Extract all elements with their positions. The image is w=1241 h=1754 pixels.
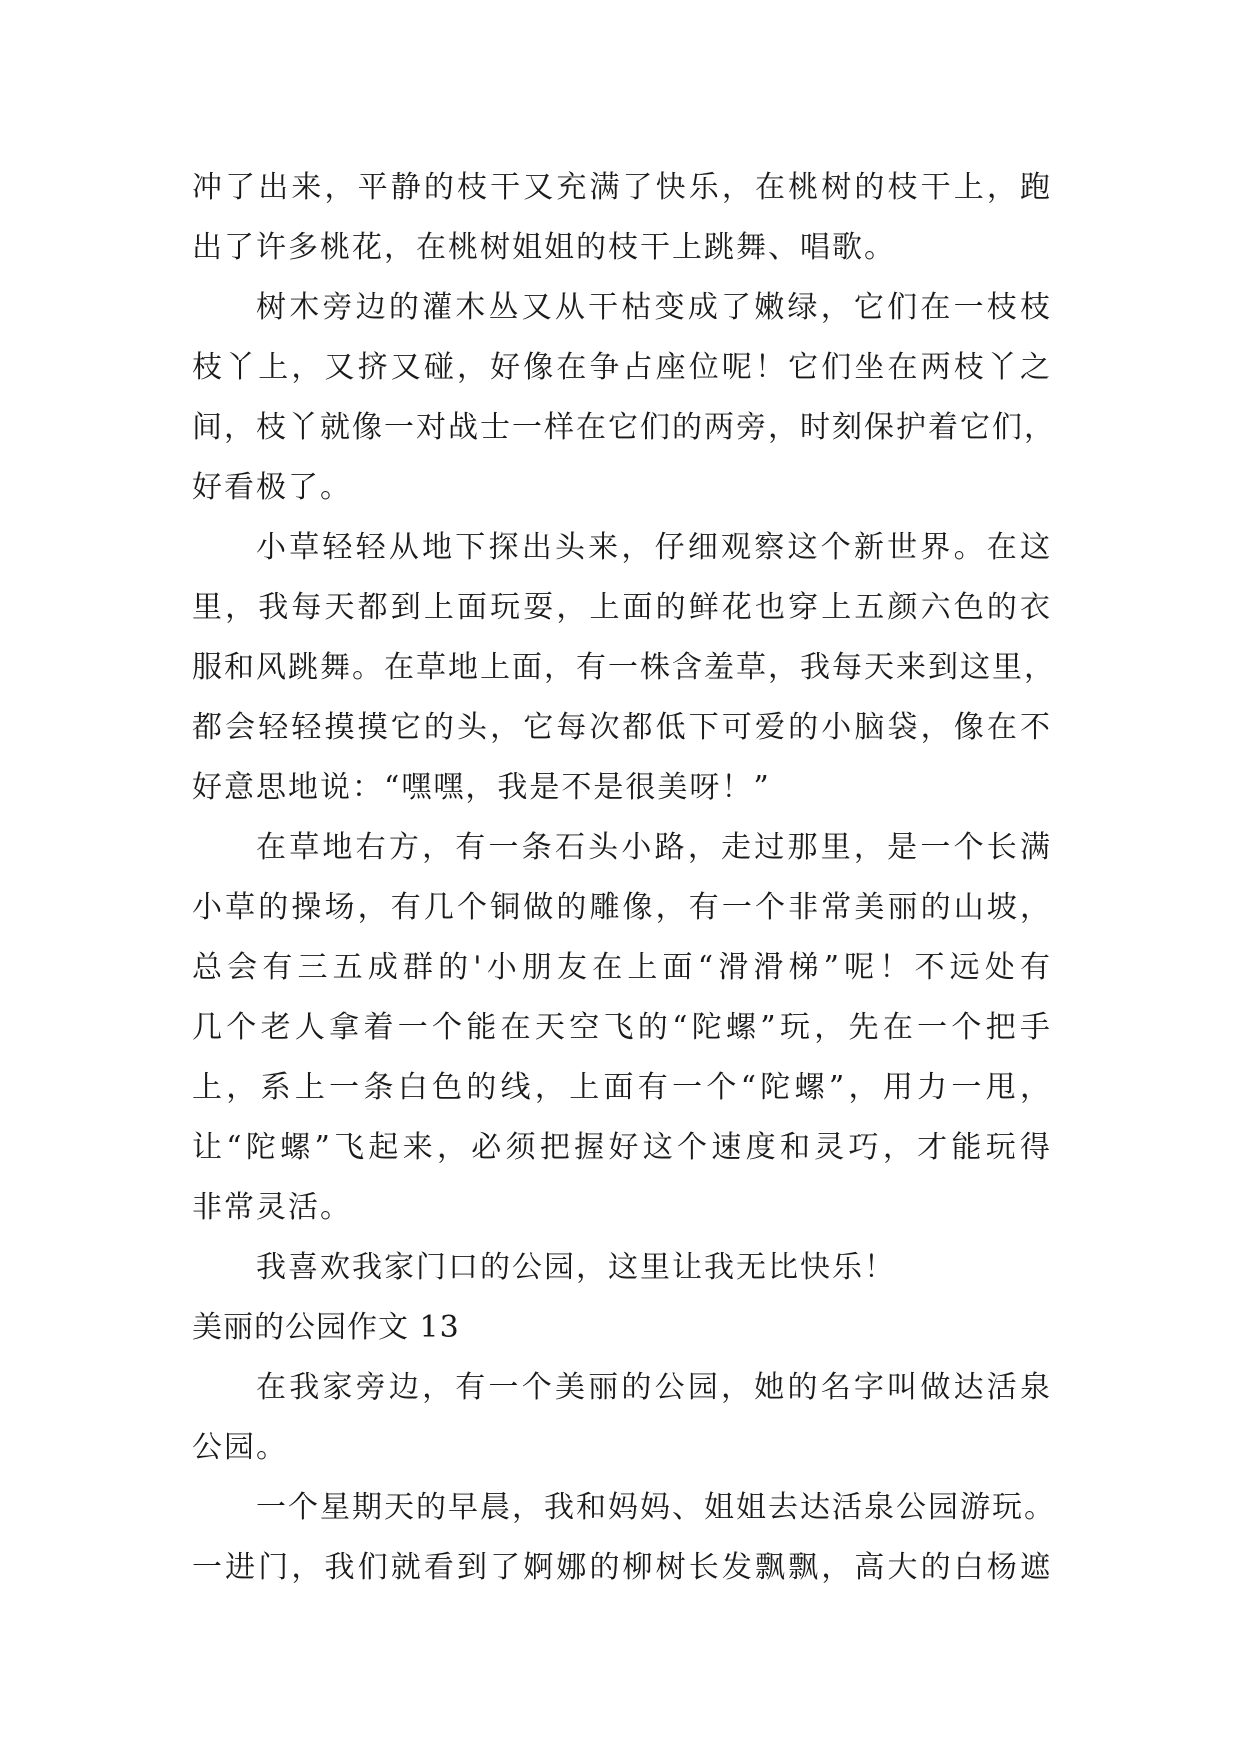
text-line: 总会有三五成群的'小朋友在上面“滑滑梯”呢！不远处有 (192, 950, 1052, 985)
text-line: 里，我每天都到上面玩耍，上面的鲜花也穿上五颜六色的衣 (192, 590, 1052, 625)
text-line: 树木旁边的灌木丛又从干枯变成了嫩绿，它们在一枝枝 (256, 290, 1052, 325)
text-line: 都会轻轻摸摸它的头，它每次都低下可爱的小脑袋，像在不 (192, 710, 1052, 745)
text-line: 小草轻轻从地下探出头来，仔细观察这个新世界。在这 (256, 530, 1052, 565)
text-line: 间，枝丫就像一对战士一样在它们的两旁，时刻保护着它们， (192, 410, 1056, 445)
text-line: 几个老人拿着一个能在天空飞的“陀螺”玩，先在一个把手 (192, 1010, 1052, 1045)
text-line: 冲了出来，平静的枝干又充满了快乐，在桃树的枝干上，跑 (192, 170, 1052, 205)
text-line: 上，系上一条白色的线，上面有一个“陀螺”，用力一甩， (192, 1070, 1052, 1105)
text-line: 小草的操场，有几个铜做的雕像，有一个非常美丽的山坡， (192, 890, 1052, 925)
text-line: 让“陀螺”飞起来，必须把握好这个速度和灵巧，才能玩得 (192, 1130, 1052, 1165)
text-line: 枝丫上，又挤又碰，好像在争占座位呢！它们坐在两枝丫之 (192, 350, 1052, 385)
text-line: 服和风跳舞。在草地上面，有一株含羞草，我每天来到这里， (192, 650, 1056, 685)
text-line: 在草地右方，有一条石头小路，走过那里，是一个长满 (256, 830, 1052, 865)
document-body (192, 158, 1056, 1598)
text-line: 一进门，我们就看到了婀娜的柳树长发飘飘，高大的白杨遮 (192, 1550, 1052, 1585)
text-line: 公园。 (192, 1430, 288, 1465)
text-line: 好意思地说：“嘿嘿，我是不是很美呀！” (192, 770, 771, 805)
text-line: 我喜欢我家门口的公园，这里让我无比快乐！ (256, 1250, 896, 1285)
text-line: 在我家旁边，有一个美丽的公园，她的名字叫做达活泉 (256, 1370, 1052, 1405)
text-line: 非常灵活。 (192, 1190, 352, 1225)
text-line: 出了许多桃花，在桃树姐姐的枝干上跳舞、唱歌。 (192, 230, 896, 265)
section-heading: 美丽的公园作文 13 (192, 1310, 460, 1345)
text-line: 好看极了。 (192, 470, 352, 505)
text-line: 一个星期天的早晨，我和妈妈、姐姐去达活泉公园游玩。 (256, 1490, 1056, 1525)
